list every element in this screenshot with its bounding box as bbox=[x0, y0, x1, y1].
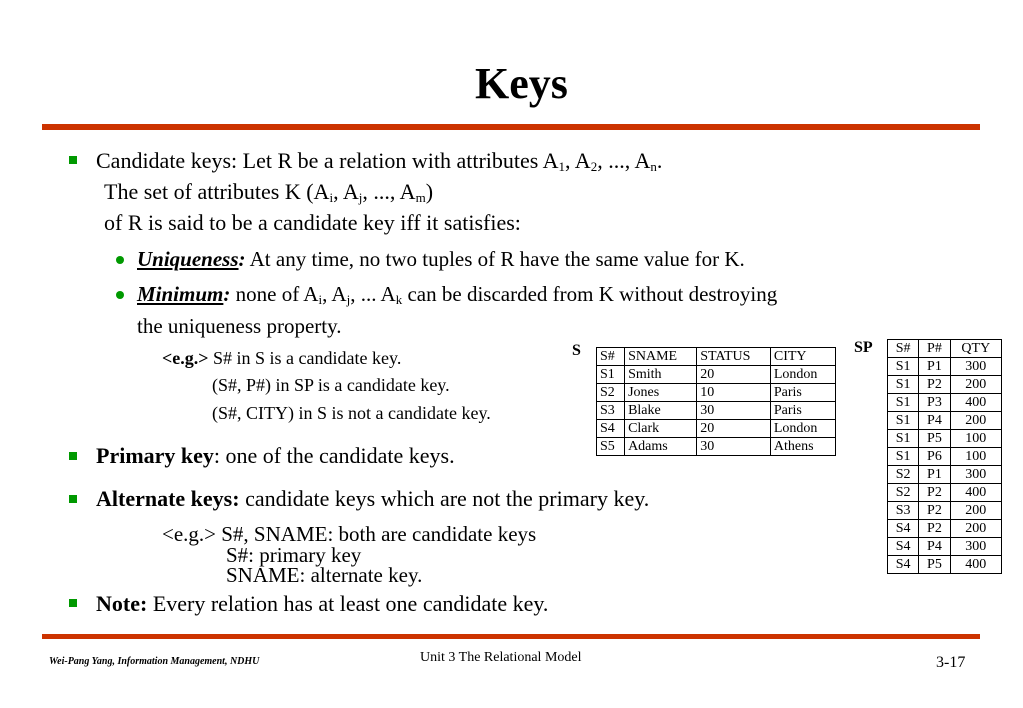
slide-title: Keys bbox=[475, 59, 568, 108]
table-row bbox=[888, 448, 1002, 466]
table-cell: 200 bbox=[950, 520, 1001, 538]
table-cell: S4 bbox=[888, 520, 919, 538]
table-cell: S1 bbox=[888, 358, 919, 376]
table-cell: London bbox=[770, 420, 835, 438]
table-cell: S1 bbox=[888, 448, 919, 466]
table-row bbox=[888, 394, 1002, 412]
table-row bbox=[888, 430, 1002, 448]
table-sp bbox=[887, 339, 1002, 574]
bullet-dot-icon bbox=[116, 256, 124, 264]
table-cell: S2 bbox=[888, 466, 919, 484]
table-cell: S2 bbox=[888, 484, 919, 502]
table-header-cell: S# bbox=[888, 340, 919, 358]
table-cell: 300 bbox=[950, 538, 1001, 556]
example-2-line3: SNAME: alternate key. bbox=[226, 563, 423, 587]
example-1-line2: (S#, P#) in SP is a candidate key. bbox=[212, 375, 450, 395]
table-header-cell: STATUS bbox=[697, 348, 771, 366]
table-cell: S1 bbox=[888, 376, 919, 394]
table-cell: S3 bbox=[597, 402, 625, 420]
table-cell: P1 bbox=[919, 358, 950, 376]
table-cell: P4 bbox=[919, 412, 950, 430]
table-cell: 100 bbox=[950, 430, 1001, 448]
table-cell: Smith bbox=[625, 366, 697, 384]
table-cell: S1 bbox=[597, 366, 625, 384]
table-cell: 20 bbox=[697, 366, 771, 384]
table-row bbox=[597, 420, 836, 438]
table-cell: Paris bbox=[770, 384, 835, 402]
table-cell: Athens bbox=[770, 438, 835, 456]
table-cell: S1 bbox=[888, 430, 919, 448]
bullet-square-icon bbox=[69, 599, 77, 607]
table-cell: P2 bbox=[919, 520, 950, 538]
table-cell: P1 bbox=[919, 466, 950, 484]
table-row bbox=[888, 484, 1002, 502]
table-cell: S4 bbox=[597, 420, 625, 438]
table-cell: P2 bbox=[919, 376, 950, 394]
bottom-divider bbox=[42, 634, 980, 639]
table-row bbox=[597, 384, 836, 402]
table-cell: S1 bbox=[888, 394, 919, 412]
bullet-square-icon bbox=[69, 156, 77, 164]
table-header-row bbox=[888, 340, 1002, 358]
table-cell: Jones bbox=[625, 384, 697, 402]
table-cell: Clark bbox=[625, 420, 697, 438]
table-cell: P2 bbox=[919, 502, 950, 520]
table-cell: P2 bbox=[919, 484, 950, 502]
table-sp-label: SP bbox=[854, 339, 873, 356]
minimum-item-line2: the uniqueness property. bbox=[137, 314, 342, 338]
uniqueness-item: Uniqueness: At any time, no two tuples of R have the same value for K. bbox=[137, 247, 745, 271]
example-1-line1: <e.g.> S# in S is a candidate key. bbox=[162, 348, 402, 368]
table-cell: S4 bbox=[888, 538, 919, 556]
alternate-keys-item: Alternate keys: candidate keys which are not the primary key. bbox=[96, 486, 650, 511]
table-cell: S3 bbox=[888, 502, 919, 520]
table-cell: Paris bbox=[770, 402, 835, 420]
table-row bbox=[888, 556, 1002, 574]
table-cell: 20 bbox=[697, 420, 771, 438]
note-item: Note: Every relation has at least one candidate key. bbox=[96, 591, 549, 616]
footer-author: Wei-Pang Yang, Information Management, NDHU bbox=[49, 656, 260, 667]
table-cell: 300 bbox=[950, 466, 1001, 484]
table-row bbox=[888, 466, 1002, 484]
table-row bbox=[888, 376, 1002, 394]
top-divider bbox=[42, 124, 980, 130]
table-cell: 200 bbox=[950, 502, 1001, 520]
bullet-square-icon bbox=[69, 495, 77, 503]
table-cell: 30 bbox=[697, 402, 771, 420]
candidate-keys-line1: Candidate keys: Let R be a relation with attributes $A_1$, $A_2$, ..., $A_n$. bbox=[96, 148, 663, 174]
table-cell: S2 bbox=[597, 384, 625, 402]
footer-page-number: 3-17 bbox=[936, 654, 966, 671]
table-cell: 400 bbox=[950, 394, 1001, 412]
table-cell: S1 bbox=[888, 412, 919, 430]
table-cell: Adams bbox=[625, 438, 697, 456]
table-cell: P3 bbox=[919, 394, 950, 412]
bullet-square-icon bbox=[69, 452, 77, 460]
table-s-label: S bbox=[572, 342, 581, 359]
table-header-cell: SNAME bbox=[625, 348, 697, 366]
primary-key-item: Primary key: one of the candidate keys. bbox=[96, 443, 455, 468]
table-cell: Blake bbox=[625, 402, 697, 420]
table-row bbox=[597, 438, 836, 456]
table-row bbox=[597, 402, 836, 420]
footer-unit: Unit 3 The Relational Model bbox=[420, 650, 582, 665]
table-cell: 100 bbox=[950, 448, 1001, 466]
table-cell: 30 bbox=[697, 438, 771, 456]
candidate-keys-line3: of R is said to be a candidate key iff it satisfies: bbox=[104, 210, 521, 235]
example-2-line2: S#: primary key bbox=[226, 543, 362, 567]
minimum-item: Minimum: none of $A_i$, $A_j$, ... $A_k$ can be discarded from K without destroying bbox=[137, 282, 778, 307]
table-cell: 200 bbox=[950, 376, 1001, 394]
table-cell: S5 bbox=[597, 438, 625, 456]
bullet-dot-icon bbox=[116, 291, 124, 299]
table-cell: 10 bbox=[697, 384, 771, 402]
table-cell: London bbox=[770, 366, 835, 384]
table-row bbox=[888, 538, 1002, 556]
candidate-keys-line2: The set of attributes K ($A_i$, $A_j$, ..., $A_m$) bbox=[104, 179, 434, 205]
table-cell: S4 bbox=[888, 556, 919, 574]
example-2-line1: <e.g.> S#, SNAME: both are candidate keys bbox=[162, 522, 537, 546]
table-cell: 300 bbox=[950, 358, 1001, 376]
table-cell: P5 bbox=[919, 430, 950, 448]
table-cell: 400 bbox=[950, 484, 1001, 502]
table-s bbox=[596, 347, 836, 456]
table-cell: P6 bbox=[919, 448, 950, 466]
table-cell: P5 bbox=[919, 556, 950, 574]
example-1-line3: (S#, CITY) in S is not a candidate key. bbox=[212, 403, 491, 423]
table-row bbox=[888, 412, 1002, 430]
table-row bbox=[888, 502, 1002, 520]
table-cell: P4 bbox=[919, 538, 950, 556]
table-row bbox=[597, 366, 836, 384]
table-header-row bbox=[597, 348, 836, 366]
table-header-cell: QTY bbox=[950, 340, 1001, 358]
table-cell: 400 bbox=[950, 556, 1001, 574]
table-row bbox=[888, 358, 1002, 376]
table-row bbox=[888, 520, 1002, 538]
table-header-cell: CITY bbox=[770, 348, 835, 366]
table-header-cell: P# bbox=[919, 340, 950, 358]
table-cell: 200 bbox=[950, 412, 1001, 430]
table-header-cell: S# bbox=[597, 348, 625, 366]
